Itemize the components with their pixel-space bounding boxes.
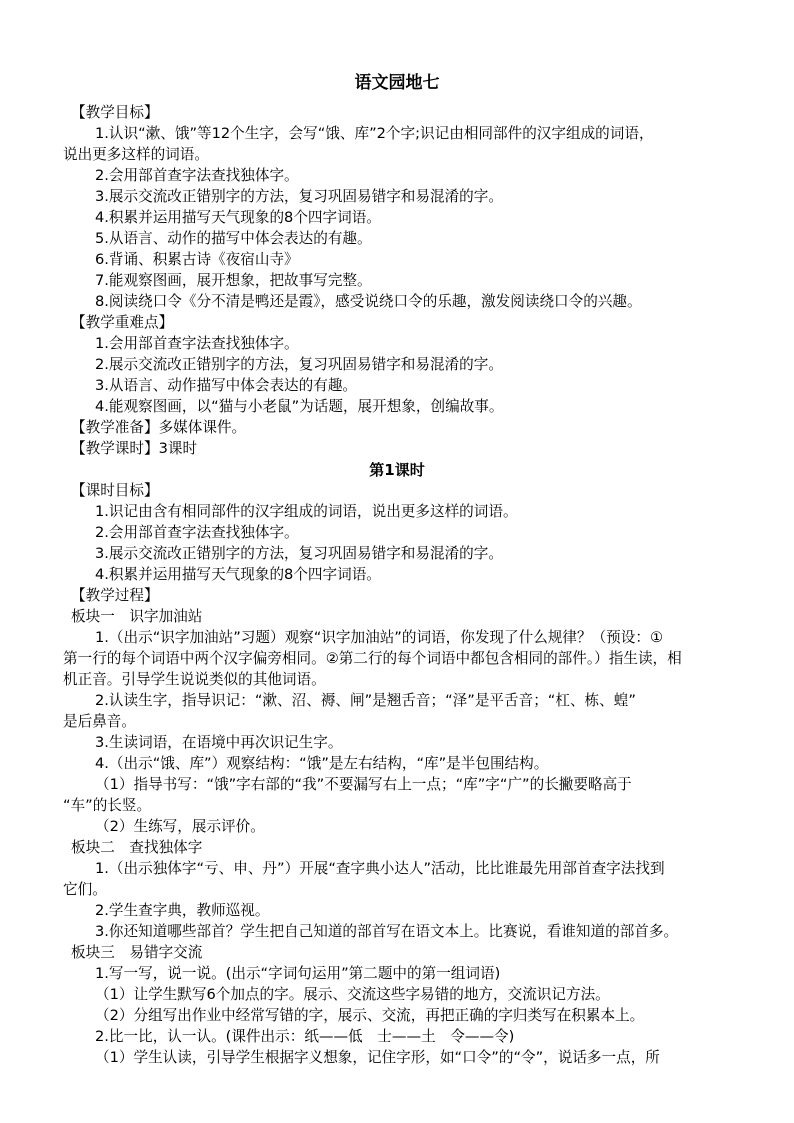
section-header-goals: 【教学目标】	[71, 104, 159, 121]
block-line: 2.认读生字，指导识记：“漱、沼、褥、闸”是翘舌音；“泽”是平舌音；“杠、栋、蝗”	[95, 692, 636, 709]
section-header-lesson-goals: 【课时目标】	[71, 482, 159, 499]
goal-item: 4.积累并运用描写天气现象的8个四字词语。	[95, 209, 381, 226]
lesson-goal-item: 3.展示交流改正错别字的方法，复习巩固易错字和易混淆的字。	[95, 545, 503, 562]
block-line: （1）让学生默写6个加点的字。展示、交流这些字易错的地方，交流识记方法。	[95, 986, 610, 1003]
goal-item: 5.从语言、动作的描写中体会表达的有趣。	[95, 230, 372, 247]
keypoint-item: 1.会用部首查字法查找独体字。	[95, 335, 299, 352]
block-line: 4.（出示“饿、库”）观察结构：“饿”是左右结构，“库”是半包围结构。	[95, 755, 549, 772]
hours-line: 【教学课时】3课时	[71, 440, 198, 457]
goal-item: 6.背诵、积累古诗《夜宿山寺》	[95, 251, 299, 268]
lesson-goal-item: 4.积累并运用描写天气现象的8个四字词语。	[95, 566, 381, 583]
block-title: 板块一 识字加油站	[71, 608, 203, 625]
block-title: 板块三 易错字交流	[71, 944, 203, 961]
keypoint-item: 3.从语言、动作描写中体会表达的有趣。	[95, 377, 358, 394]
prep-line: 【教学准备】多媒体课件。	[71, 419, 247, 436]
lesson-goal-item: 2.会用部首查字法查找独体字。	[95, 524, 299, 541]
block-line: （2）分组写出作业中经常写错的字，展示、交流，再把正确的字归类写在积累本上。	[95, 1007, 645, 1024]
block-line: 1.（出示独体字“亏、申、丹”）开展“查字典小达人”活动，比比谁最先用部首查字法找到	[95, 860, 665, 877]
page-title: 语文园地七	[354, 73, 440, 93]
goal-item: 1.认识“漱、饿”等12个生字，会写“饿、库”2个字;识记由相同部件的汉字组成的词语，	[95, 125, 654, 142]
keypoint-item: 4.能观察图画，以“猫与小老鼠”为话题，展开想象，创编故事。	[95, 398, 504, 415]
section-header-keypoints: 【教学重难点】	[71, 314, 174, 331]
lesson-title: 第1课时	[369, 461, 425, 479]
block-line: （2）生练写，展示评价。	[95, 818, 265, 835]
block-line: 第一行的每个词语中两个汉字偏旁相同。②第二行的每个词语中都包含相同的部件。）指生读，相	[63, 650, 682, 667]
keypoint-item: 2.展示交流改正错别字的方法，复习巩固易错字和易混淆的字。	[95, 356, 503, 373]
block-title: 板块二 查找独体字	[71, 839, 203, 856]
block-line: 3.生读词语，在语境中再次识记生字。	[95, 734, 343, 751]
goal-item: 3.展示交流改正错别字的方法，复习巩固易错字和易混淆的字。	[95, 188, 503, 205]
lesson-goal-item: 1.识记由含有相同部件的汉字组成的词语，说出更多这样的词语。	[95, 503, 518, 520]
block-line: （1）学生认读，引导学生根据字义想象，记住字形，如“口令”的“令”，说话多一点，所	[95, 1049, 660, 1066]
goal-item-continued: 说出更多这样的词语。	[63, 146, 209, 163]
block-line: 1.（出示“识字加油站”习题）观察“识字加油站”的词语，你发现了什么规律？（预设：①	[95, 629, 664, 646]
block-line: 机正音。引导学生说说类似的其他词语。	[63, 671, 326, 688]
block-line: （1）指导书写：“饿”字右部的“我”不要漏写右上一点；“库”字“广”的长撇要略高于	[95, 776, 632, 793]
goal-item: 7.能观察图画，展开想象，把故事写完整。	[95, 272, 372, 289]
block-line: 3.你还知道哪些部首？学生把自己知道的部首写在语文本上。比赛说，看谁知道的部首多。	[95, 923, 679, 940]
goal-item: 2.会用部首查字法查找独体字。	[95, 167, 299, 184]
block-line: 1.写一写，说一说。(出示“字词句运用”第二题中的第一组词语)	[95, 965, 501, 982]
block-line: “车”的长竖。	[63, 797, 152, 814]
goal-item: 8.阅读绕口令《分不清是鸭还是霞》，感受说绕口令的乐趣，激发阅读绕口令的兴趣。	[95, 293, 642, 310]
section-header-process: 【教学过程】	[71, 587, 159, 604]
block-line: 是后鼻音。	[63, 713, 136, 730]
block-line: 2.比一比，认一认。(课件出示：纸——低 士——土 令——令)	[95, 1028, 515, 1045]
block-line: 它们。	[63, 881, 107, 898]
block-line: 2.学生查字典，教师巡视。	[95, 902, 270, 919]
